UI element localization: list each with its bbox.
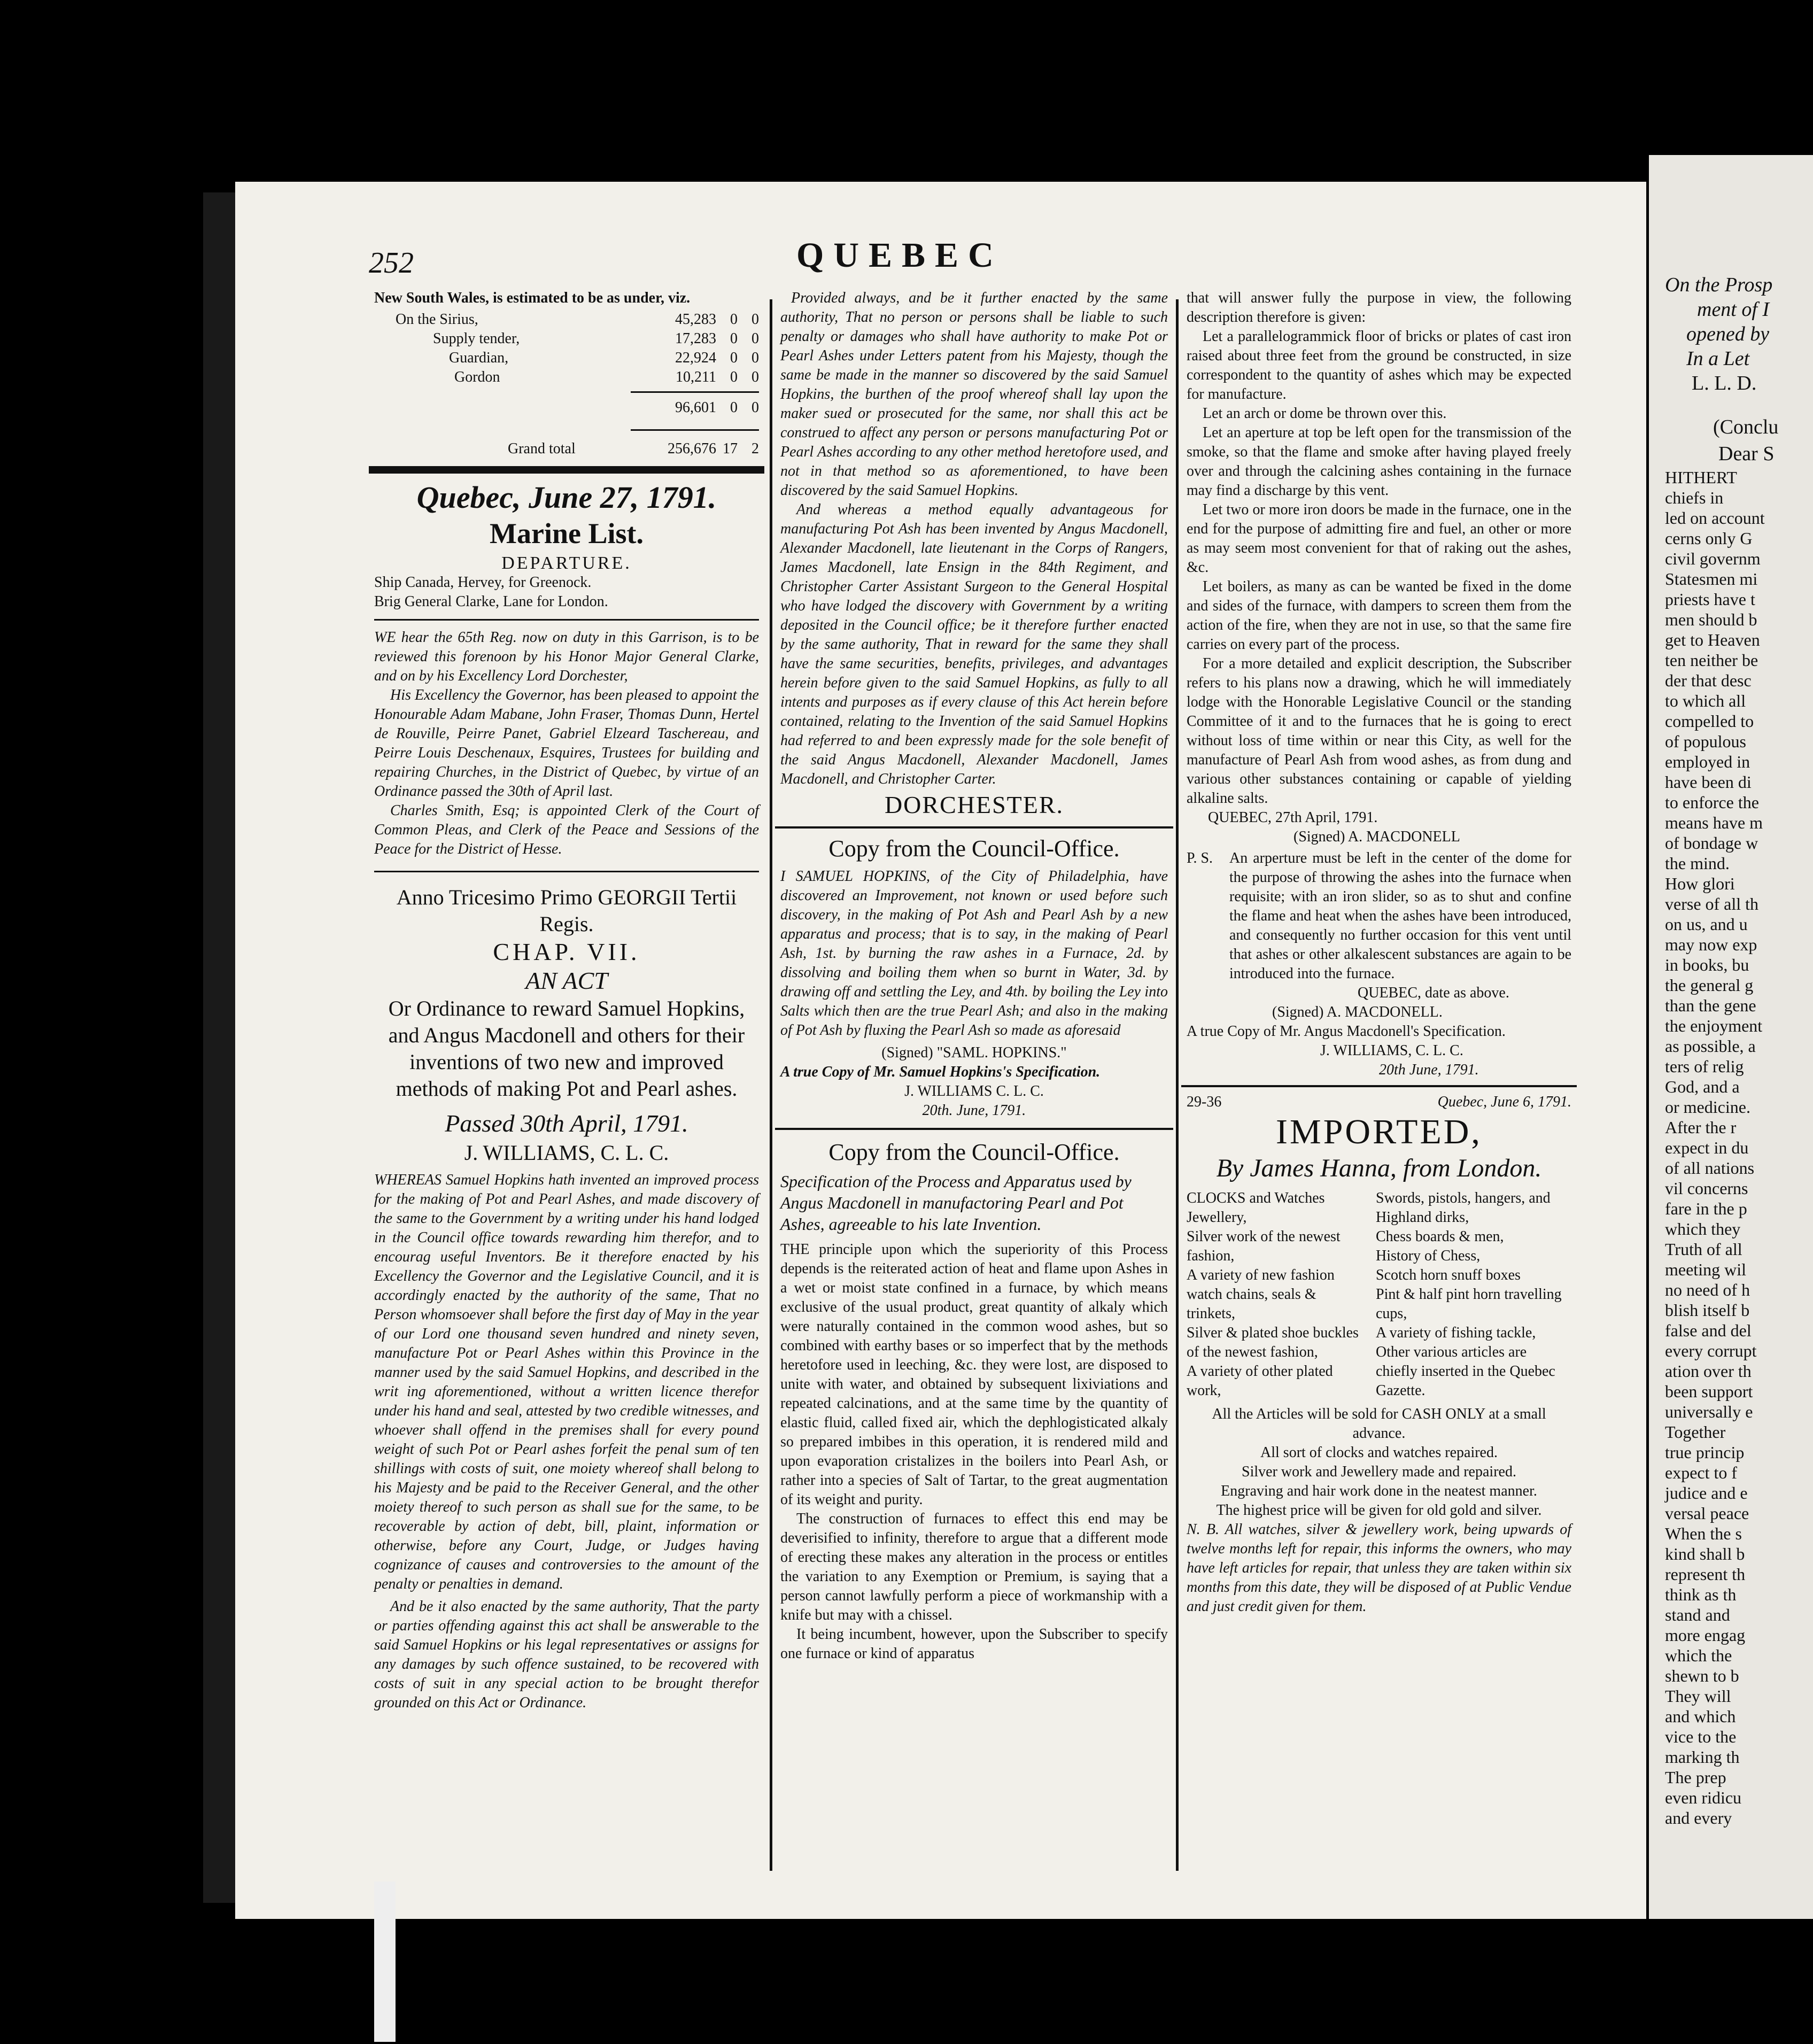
- facing-text-line: true princip: [1665, 1443, 1745, 1462]
- imported-heading: IMPORTED,: [1276, 1112, 1482, 1151]
- facing-heading-line: In a Let: [1686, 347, 1750, 370]
- sold-for-note: All the Articles will be sold for CASH ONLY at a small advance.: [1212, 1406, 1546, 1442]
- facing-text-line: chiefs in: [1665, 488, 1724, 507]
- act-enacted: And be it also enacted by the same authority, That the party or parties offending against this act shall be answerable to the said Samuel Hopkins or his legal representatives or assigns for any damages by such offence sustained, to be recovered with costs of suit in any special action to be brought therefor grounded on this Act or Ordinance.: [374, 1598, 759, 1711]
- ship-entry: Ship Canada, Hervey, for Greenock.: [374, 574, 592, 591]
- news-paragraph: Charles Smith, Esq; is appointed Clerk of the Court of Common Pleas, and Clerk of the Peace and Sessions of the Peace for the District of Hesse.: [374, 802, 759, 857]
- facing-text-line: no need of h: [1665, 1280, 1750, 1299]
- page-tab: [374, 1882, 396, 2042]
- page-title: QUEBEC: [796, 236, 1003, 275]
- macdonell-signed-2: (Signed) A. MACDONELL.: [1272, 1004, 1443, 1020]
- act-heading: AN ACT: [525, 967, 608, 994]
- act-passed: Passed 30th April, 1791.: [445, 1110, 688, 1137]
- silver-work-note: Silver work and Jewellery made and repaired.: [1242, 1464, 1516, 1480]
- facing-text-line: even ridicu: [1665, 1788, 1742, 1807]
- column-rule-2: [1176, 299, 1179, 1871]
- facing-text-line: been support: [1665, 1382, 1753, 1401]
- facing-text-line: After the r: [1665, 1118, 1737, 1137]
- facing-text-line: expect to f: [1665, 1463, 1738, 1482]
- goods-item: CLOCKS and Watches: [1187, 1190, 1325, 1206]
- departure-heading: DEPARTURE.: [501, 553, 632, 573]
- facing-text-line: on us, and u: [1665, 915, 1748, 934]
- facing-text-line: expect in du: [1665, 1138, 1749, 1157]
- goods-item: History of Chess,: [1376, 1248, 1481, 1264]
- facing-text-line: stand and: [1665, 1605, 1730, 1624]
- hopkins-specification: I SAMUEL HOPKINS, of the City of Philadelphia, have discovered an Improvement, not known or used before such discovery, in the making of Pot Ash and Pearl Ash by a new apparatus and process; that is to say, in the making of Pearl Ash, 1st. by burning the raw ashes in a Furnace, 2d. by dissolving and boiling them when so burnt in Water, 3d. by drawing off and settling the Ley, and 4th. by boiling the Ley into Salts which then are the true Pearl Ash; and also in the making of Pot Ash by fluxing the Pearl Ash so made as aforesaid: [780, 868, 1168, 1039]
- act-signature: J. WILLIAMS, C. L. C.: [464, 1141, 669, 1165]
- spec-continued: that will answer fully the purpose in view, the following description therefore is given:: [1187, 290, 1571, 326]
- facing-text-line: shewn to b: [1665, 1666, 1739, 1685]
- act-whereas: WHEREAS Samuel Hopkins hath invented an improved process for the making of Pot and Pearl Ashes, and made discovery of the same to the Government by a writing under his hand lodged in the Council office towards rewarding him therefor, and to encourag useful Inventors. Be it therefore enacted by his Excellency the Governor and the Legislative Council, and it is accordingly enacted by the authority of the same, That no Person whomsoever shall before the first day of May in the year of our Lord one thousand seven hundred and ninety seven, manufacture Pot or Pearl Ashes within this Province in the manner used by the said Samuel Hopkins, and described in the writ ing aforementioned, without a written licence therefor under his hand and seal, attested by two credible witnesses, and whoever shall offend in the premises shall for every pound weight of such Pot or Pearl ashes forfeit the penal sum of ten shillings with costs of suit, one moiety whereof shall belong to his Majesty and be paid to the Receiver General, and the other moiety thereof to such person as shall sue for the same, to be recoverable by action of debt, bill, plaint, information or otherwise, before any Court, Judge, or Judges having cognizance of causes and controversies to the amount of the penalty or penalties in demand.: [374, 1172, 759, 1592]
- facing-text-line: false and del: [1665, 1321, 1752, 1340]
- true-copy-note: A true Copy of Mr. Samuel Hopkins's Specification.: [780, 1064, 1101, 1080]
- macdonell-spec-text-3: It being incumbent, however, upon the Subscriber to specify one furnace or kind of apparatus: [780, 1626, 1168, 1662]
- facing-text-line: which the: [1665, 1646, 1732, 1665]
- nsw-row: Gordon 10,211 0 0: [454, 369, 759, 385]
- facing-text-line: priests have t: [1665, 590, 1755, 609]
- facing-text-line: kind shall b: [1665, 1544, 1745, 1563]
- act-proviso: Provided always, and be it further enacted by the same authority, That no person or persons shall be liable to such penalty or damages who shall have authority to make Pot or Pearl Ashes under Letters patent from his Majesty, though the same be made in the manner so discovered by the said Samuel Hopkins, the burthen of the proof whereof shall lay upon the maker sued or prosecuted for the same, nor shall this act be construed to affect any person or persons manufacturing Pot or Pearl Ashes according to any other method heretofore used, and not in that method so as aforementioned, to have been discovered by the said Samuel Hopkins.: [780, 290, 1168, 499]
- macdonell-spec-text: THE principle upon which the superiority of this Process depends is the reiterated action of heat and flame upon Ashes in a wet or moist state confined in a furnace, by which means exclusive of the usual product, great quantity of alkaly which were naturally contained in the common wood ashes, but so combined with earthy bases or so imperfect that by the methods heretofore used in leeching, &c. they were lost, are disposed to unite with water, and obtained by subsequent lixiviations and repeated calcinations, and at the same time by the quantity of elastic fluid, called fixed air, which the dephlogisticated alkaly so prepared imbibes in this operation, it is rendered mild and upon evaporation cristalizes in the boilers into Pearl Ash, or rather into a species of Salt of Tartar, to the great augmentation of its weight and purity.: [780, 1241, 1168, 1508]
- nsw-row: Supply tender, 17,283 0 0: [433, 330, 759, 347]
- highest-price-note: The highest price will be given for old gold and silver.: [1216, 1502, 1542, 1519]
- macdonell-spec-heading: Specification of the Process and Apparatus used by Angus Macdonell in manufactoring Pearl and Pot Ashes, agreeable to his late Invention.: [780, 1172, 1132, 1234]
- facing-text-line: of bondage w: [1665, 833, 1758, 853]
- facing-concl: (Conclu: [1713, 416, 1779, 438]
- goods-item: A variety of fishing tackle,: [1376, 1325, 1536, 1341]
- facing-text-line: How glori: [1665, 874, 1735, 893]
- goods-item: Chess boards & men,: [1376, 1228, 1504, 1245]
- spec-item: Let two or more iron doors be made in the furnace, one in the end for the purpose of admitting fire and fuel, an other or more as may seem most convenient for that of raking out the ashes, &c.: [1187, 501, 1571, 576]
- facing-heading-line: opened by: [1686, 323, 1770, 345]
- facing-text-line: Statesmen mi: [1665, 569, 1758, 589]
- facing-text-line: marking th: [1665, 1747, 1740, 1767]
- facing-text-line: of populous: [1665, 732, 1746, 751]
- facing-salutation: Dear S: [1718, 443, 1775, 465]
- goods-item: Silver & plated shoe buckles of the newest fashion,: [1187, 1325, 1359, 1360]
- act-description: Or Ordinance to reward Samuel Hopkins, and Angus Macdonell and others for their inventions of two new and improved methods of making Pot and Pearl ashes.: [388, 996, 745, 1101]
- facing-text-line: every corrupt: [1665, 1341, 1757, 1360]
- facing-text-line: ters of relig: [1665, 1057, 1744, 1076]
- facing-text-line: God, and a: [1665, 1077, 1740, 1096]
- council-office-title-2: Copy from the Council-Office.: [828, 1139, 1120, 1165]
- place-date: QUEBEC, 27th April, 1791.: [1208, 809, 1378, 826]
- act-whereas-2: And whereas a method equally advantageous for manufacturing Pot Ash has been invented by Angus Macdonell, Alexander Macdonell, late lieutenant in the Corps of Rangers, James Macdonell, late Ensign in the 84th Regiment, and Christopher Carter Assistant Surgeon to the General Hospital who have lodged the discovery with Government by a writing deposited in the Council office; be it therefore further enacted by the same authority, That in reward for the same they shall have the same securities, benefits, privileges, and advantages herein before given to the said Samuel Hopkins, as fully to all intents and purposes as if every clause of this Act herein before contained, relating to the Invention of the said Samuel Hopkins had referred to and been expressly made for the sole benefit of the said Angus Macdonell, Alexander Macdonell, James Macdonell, and Christopher Carter.: [780, 501, 1168, 787]
- by-line: By James Hanna, from London.: [1216, 1154, 1542, 1182]
- macdonell-spec-text-2: The construction of furnaces to effect this end may be deverisified to infinity, therefore to argue that a different mode of erecting these makes any alteration in the process or entitles the variation to any Exemption or Premium, is saying that a person cannot lawfully perform a piece of workmanship with a knife but may with a chissel.: [780, 1511, 1168, 1623]
- nsw-intro: New South Wales, is estimated to be as under, viz.: [374, 290, 691, 306]
- spec-item: Let an arch or dome be thrown over this.: [1203, 405, 1447, 422]
- facing-page: [1649, 155, 1813, 1919]
- news-paragraph: His Excellency the Governor, has been pleased to appoint the Honourable Adam Mabane, John Fraser, Thomas Dunn, Hertel de Rouville, Peirre Panet, Gabriel Elzeard Taschereau, and Peirre Louis Deschenaux, Esquires, Trustees for building and repairing Churches, in the District of Quebec, by virtue of an Ordinance passed the 30th of April last.: [374, 687, 759, 800]
- facing-text-line: or medicine.: [1665, 1097, 1750, 1117]
- facing-text-line: to which all: [1665, 691, 1746, 710]
- anno-heading: Anno Tricesimo Primo GEORGII Tertii Regis.: [396, 885, 737, 936]
- facing-text-line: Truth of all: [1665, 1240, 1742, 1259]
- goods-item: Jewellery,: [1187, 1209, 1247, 1226]
- facing-text-line: as possible, a: [1665, 1036, 1756, 1056]
- ps-place: QUEBEC, date as above.: [1358, 985, 1509, 1001]
- facing-text-line: When the s: [1665, 1524, 1742, 1543]
- facing-text-line: der that desc: [1665, 671, 1752, 690]
- facing-text-line: versal peace: [1665, 1504, 1749, 1523]
- clerk-name-2: J. WILLIAMS, C. L. C.: [1320, 1042, 1463, 1059]
- facing-text-line: may now exp: [1665, 935, 1757, 954]
- facing-text-line: of all nations: [1665, 1158, 1755, 1178]
- facing-text-line: the general g: [1665, 975, 1754, 995]
- column-rule-1: [770, 299, 772, 1871]
- nsw-row: Guardian, 22,924 0 0: [449, 350, 759, 366]
- facing-text-line: to enforce the: [1665, 793, 1759, 812]
- facing-text-line: the mind.: [1665, 854, 1730, 873]
- facing-text-line: men should b: [1665, 610, 1757, 629]
- ship-entry: Brig General Clarke, Lane for London.: [374, 593, 608, 610]
- facing-text-line: fare in the p: [1665, 1199, 1747, 1218]
- newspaper-page: [235, 182, 1646, 1919]
- facing-text-line: means have m: [1665, 813, 1763, 832]
- facing-text-line: which they: [1665, 1219, 1741, 1238]
- nsw-row: On the Sirius, 45,283 0 0: [396, 311, 759, 328]
- facing-heading-line: ment of I: [1697, 298, 1770, 321]
- facing-text-line: verse of all th: [1665, 894, 1759, 913]
- clerk-name: J. WILLIAMS C. L. C.: [904, 1083, 1044, 1100]
- clerk-date: 20th. June, 1791.: [922, 1102, 1026, 1119]
- council-office-title: Copy from the Council-Office.: [828, 835, 1120, 862]
- goods-item: Scotch horn snuff boxes: [1376, 1267, 1521, 1283]
- facing-heading-line: On the Prosp: [1665, 274, 1773, 296]
- facing-text-lines: [1665, 467, 1813, 1828]
- ad-header: 29-36 Quebec, June 6, 1791.: [1187, 1094, 1571, 1110]
- goods-item: Silver work of the newest fashion,: [1187, 1228, 1341, 1264]
- dorchester-signature: DORCHESTER.: [884, 791, 1064, 818]
- facing-text-line: They will: [1665, 1686, 1731, 1706]
- facing-text-line: led on account: [1665, 508, 1765, 528]
- spec-item: Let boilers, as many as can be wanted be fixed in the dome and sides of the furnace, with dampers to screen them from the action of the fire, when they are not in use, so that the same fire carries on every part of the process.: [1187, 578, 1571, 653]
- goods-item: Swords, pistols, hangers, and Highland dirks,: [1376, 1190, 1551, 1226]
- facing-text-line: vice to the: [1665, 1727, 1737, 1746]
- marine-list-heading: Marine List.: [490, 517, 644, 549]
- page-number: 252: [369, 246, 414, 280]
- nsw-subtotal: 96,601 0 0: [675, 399, 759, 416]
- goods-item: A variety of new fashion watch chains, seals & trinkets,: [1187, 1267, 1335, 1322]
- nsw-table: [374, 310, 759, 459]
- facing-text-line: ation over th: [1665, 1361, 1752, 1381]
- facing-text-line: have been di: [1665, 772, 1752, 792]
- repairs-note: All sort of clocks and watches repaired.: [1260, 1444, 1498, 1461]
- true-copy-note-2: A true Copy of Mr. Angus Macdonell's Specification.: [1187, 1023, 1506, 1040]
- goods-item: Pint & half pint horn travelling cups,: [1376, 1286, 1562, 1322]
- facing-text-line: the enjoyment: [1665, 1016, 1763, 1035]
- news-paragraph: WE hear the 65th Reg. now on duty in this Garrison, is to be reviewed this forenoon by his Honor Major General Clarke, and on by his Excellency Lord Dorchester,: [374, 629, 759, 684]
- spec-item: Let a parallelogrammick floor of bricks or plates of cast iron raised about three feet from the ground be constructed, in size correspondent to the quantity of ashes which may be expected for manufacture.: [1187, 328, 1571, 402]
- nota-bene: N. B. All watches, silver & jewellery work, being upwards of twelve months left for repair, this informs the owners, who may have left articles for repair, that unless they are taken within six months from this date, they will be disposed of at Public Vendue and just credit given for them.: [1187, 1521, 1571, 1615]
- facing-text-line: compelled to: [1665, 711, 1754, 731]
- facing-text-line: The prep: [1665, 1768, 1726, 1787]
- column-3: [1187, 289, 1571, 1616]
- postscript: P. S. An arperture must be left in the center of the dome for the purpose of throwing the ashes into the furnace when requisite; with an iron slider, so as to shut and confine the flame and heat when the ashes have been introduced, and consequently no further occasion for this vent until that ashes or other alkalescent substances are again to be introduced into the furnace.: [1187, 850, 1571, 982]
- engraving-note: Engraving and hair work done in the neatest manner.: [1221, 1483, 1537, 1499]
- facing-text-line: universally e: [1665, 1402, 1753, 1421]
- facing-text-line: judice and e: [1665, 1483, 1748, 1503]
- goods-item: A variety of other plated work,: [1187, 1363, 1333, 1399]
- facing-text-line: ten neither be: [1665, 651, 1758, 670]
- facing-text-line: think as th: [1665, 1585, 1737, 1604]
- goods-item: Other various articles are chiefly inserted in the Quebec Gazette.: [1376, 1344, 1555, 1399]
- facing-text-line: and which: [1665, 1707, 1736, 1726]
- facing-text-line: and every: [1665, 1808, 1732, 1828]
- facing-text-line: than the gene: [1665, 996, 1756, 1015]
- column-2: [780, 289, 1168, 1663]
- dateline: Quebec, June 27, 1791.: [416, 480, 717, 515]
- chapter-heading: CHAP. VII.: [493, 938, 640, 965]
- macdonell-signed: (Signed) A. MACDONELL: [1293, 829, 1460, 845]
- hopkins-signed: (Signed) "SAML. HOPKINS.": [881, 1044, 1067, 1061]
- column-1: [374, 289, 759, 1713]
- grand-total: Grand total 256,676 17 2: [508, 440, 759, 457]
- facing-text-line: represent th: [1665, 1565, 1746, 1584]
- facing-heading-line: L. L. D.: [1692, 372, 1757, 394]
- facing-text-line: civil governm: [1665, 549, 1761, 568]
- spec-item: Let an aperture at top be left open for the transmission of the smoke, so that the flame and smoke after having played freely over and through the calcining ashes containing in the furnace may find a discharge by this vent.: [1187, 424, 1571, 499]
- facing-text-line: cerns only G: [1665, 529, 1753, 548]
- facing-text-line: blish itself b: [1665, 1300, 1750, 1320]
- facing-text-line: meeting wil: [1665, 1260, 1746, 1279]
- goods-list: [1187, 1189, 1571, 1400]
- facing-text-line: HITHERT: [1665, 468, 1737, 487]
- facing-text-line: in books, bu: [1665, 955, 1749, 974]
- facing-text-line: more engag: [1665, 1625, 1746, 1645]
- thick-rule: [369, 466, 764, 474]
- facing-text-line: vil concerns: [1665, 1179, 1748, 1198]
- spec-item: For a more detailed and explicit description, the Subscriber refers to his plans now a drawing, which he will immediately lodge with the Honorable Legislative Council or the standing Committee of it and to the furnaces that he is going to erect without loss of time within or near this City, as well for the manufacture of Pearl Ash from wood ashes, as from dung and various other substances containing or capable of yielding alkaline salts.: [1187, 655, 1571, 807]
- facing-text-line: Together: [1665, 1422, 1726, 1442]
- clerk-date-2: 20th June, 1791.: [1379, 1062, 1479, 1078]
- facing-text-line: get to Heaven: [1665, 630, 1760, 649]
- facing-text-line: employed in: [1665, 752, 1750, 771]
